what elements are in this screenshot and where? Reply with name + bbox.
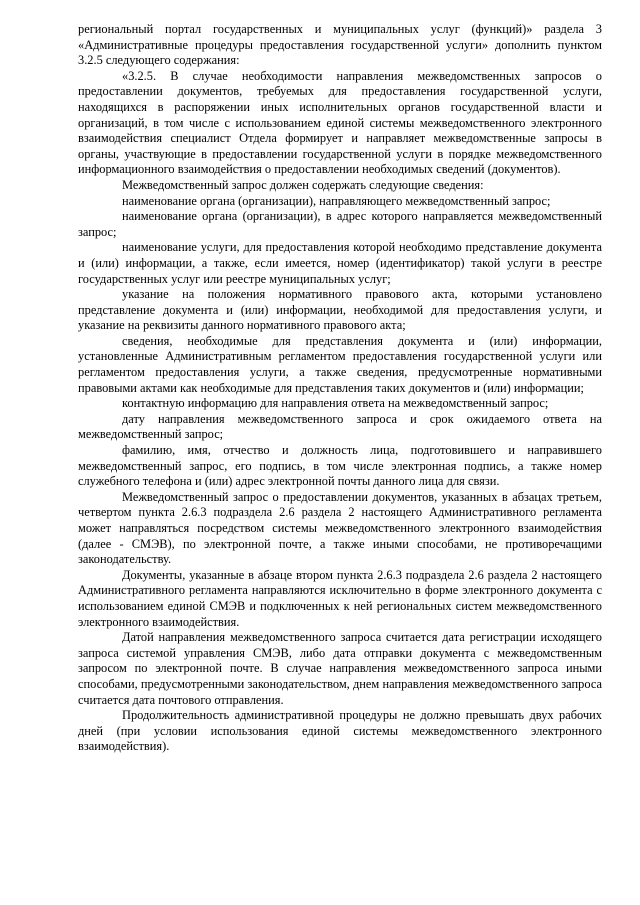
paragraph-4: наименование органа (организации), направляющего межведомственный запрос; <box>122 193 551 208</box>
paragraph-5: наименование органа (организации), в адрес которого направляется межведомственный запрос; <box>78 209 602 239</box>
paragraph-14: Датой направления межведомственного запроса считается дата регистрации исходящего запроса системой управления СМЭВ, либо дата отправки документа с межведомственным запросом по электронной почте. В случае направления межведомственного запроса иными способами, предусмотренными законодательством, днем направления межведомственного запроса считается дата почтового отправления. <box>78 630 602 707</box>
paragraph-15: Продолжительность административной процедуры не должно превышать двух рабочих дней (при условии использования единой системы межведомственного электронного взаимодействия). <box>78 708 602 754</box>
paragraph-10: дату направления межведомственного запроса и срок ожидаемого ответа на межведомственный запрос; <box>78 411 602 442</box>
paragraph-6: наименование услуги, для предоставления которой необходимо представление документа и (или) информации, а также, если имеется, номер (идентификатор) такой услуги в реестре государственных услуг или реестре муниципальных услуг; <box>78 240 602 286</box>
paragraph-9: контактную информацию для направления ответа на межведомственный запрос; <box>122 396 549 411</box>
paragraph-12: Межведомственный запрос о предоставлении документов, указанных в абзацах третьем, четвертом пункта 2.6.3 подраздела 2.6 раздела 2 настоящего Административного регламента может направляться посредством системы межведомственного электронного взаимодействия (далее - СМЭВ), по электронной почте, а также иными способами, не противоречащими законодательству. <box>78 489 602 567</box>
paragraph-3: Межведомственный запрос должен содержать следующие сведения: <box>122 177 484 192</box>
paragraph-7: указание на положения нормативного правового акта, которыми установлено представление документа и (или) информации, необходимой для предоставления услуги, и указание на реквизиты данного нормативного правового акта; <box>78 287 602 333</box>
paragraph-11: фамилию, имя, отчество и должность лица, подготовившего и направившего межведомственный запрос, его подпись, в том числе электронная подпись, а также номер служебного телефона и (или) адрес электронной почты данного лица для связи. <box>78 443 602 489</box>
paragraph-1: региональный портал государственных и муниципальных услуг (функций)» раздела 3 «Административные процедуры предоставления государственной услуги» дополнить пунктом 3.2.5 следующего содержания: <box>78 22 602 68</box>
paragraph-8: сведения, необходимые для представления документа и (или) информации, установленные Административным регламентом предоставления государственной услуги или регламентом предоставления услуги, а также сведения, предусмотренные нормативными правовыми актами как необходимые для представления таких документов и (или) информации; <box>78 333 602 395</box>
paragraph-2: «3.2.5. В случае необходимости направления межведомственных запросов о предоставлении документов, требуемых для предоставления государственной услуги, находящихся в распоряжении иных исполнительных органов государственной власти и организаций, в том числе с использованием единой системы межведомственного электронного взаимодействия специалист Отдела формирует и направляет межведомственные запросы в органы, участвующие в предоставлении государственной услуги в порядке межведомственного информационного взаимодействия о предоставлении необходимых сведений (документов). <box>78 68 602 177</box>
paragraph-13: Документы, указанные в абзаце втором пункта 2.6.3 подраздела 2.6 раздела 2 настоящего Административного регламента направляются исключительно в форме электронного документа с использованием единой СМЭВ и подключенных к ней региональных систем межведомственного электронного взаимодействия. <box>78 567 602 629</box>
